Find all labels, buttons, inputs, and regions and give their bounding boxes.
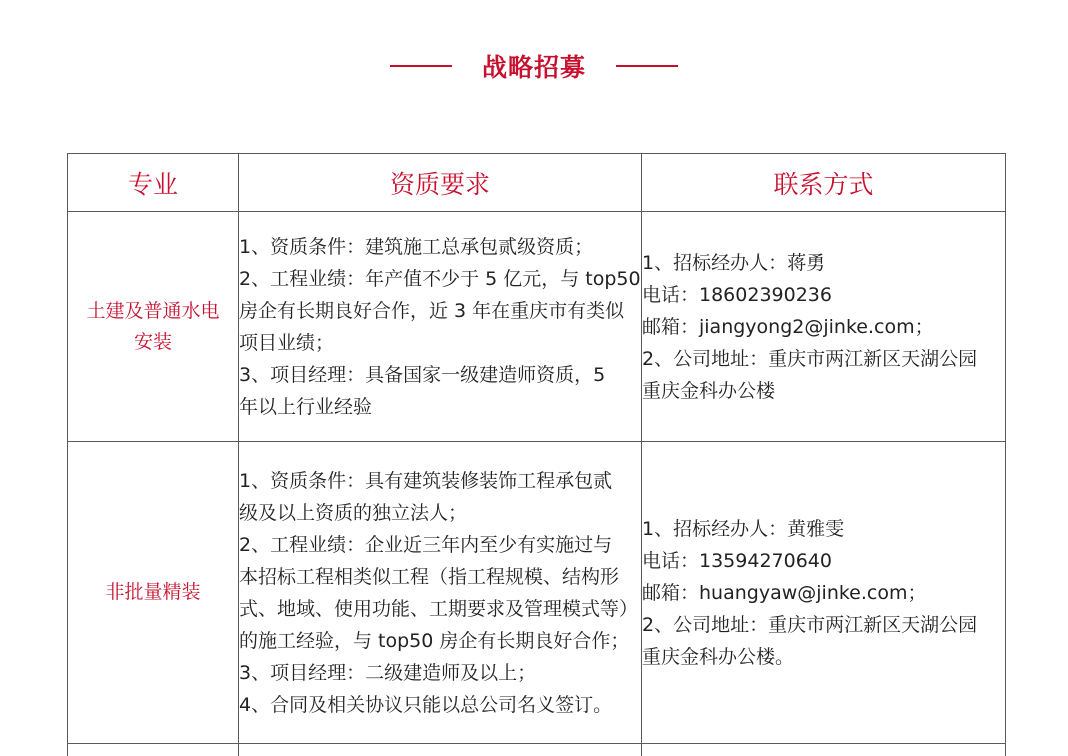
contact-email: 邮箱：jiangyong2@jinke.com； bbox=[642, 315, 934, 338]
requirement-line: 3、项目经理：二级建造师及以上； bbox=[239, 661, 537, 684]
major-text: 安装 bbox=[133, 330, 172, 353]
column-header-requirements: 资质要求 bbox=[239, 154, 642, 212]
contact-email: 邮箱：huangyaw@jinke.com； bbox=[642, 581, 927, 604]
contact-phone: 电话：13594270640 bbox=[642, 549, 832, 572]
table-row bbox=[68, 442, 1006, 744]
table-header-row bbox=[68, 154, 1006, 212]
section-header bbox=[0, 42, 1068, 90]
contact-person: 1、招标经办人：蒋勇 bbox=[642, 251, 826, 274]
column-header-contact: 联系方式 bbox=[642, 154, 1006, 212]
title-right-rule bbox=[616, 65, 678, 67]
requirement-line: 年以上行业经验 bbox=[239, 395, 373, 418]
page-title: 战略招募 bbox=[481, 53, 586, 82]
table-row-partial bbox=[68, 744, 1006, 756]
major-text: 非批量精装 bbox=[105, 581, 201, 603]
major-cell bbox=[68, 442, 239, 744]
major-cell-empty bbox=[68, 744, 239, 756]
requirements-cell bbox=[239, 442, 642, 744]
contact-address: 2、公司地址：重庆市两江新区天湖公园 bbox=[642, 347, 978, 370]
requirement-line: 级及以上资质的独立法人； bbox=[239, 501, 468, 524]
requirement-line: 2、工程业绩：企业近三年内至少有实施过与 bbox=[239, 533, 613, 556]
title-left-rule bbox=[390, 65, 452, 67]
requirements-cell bbox=[239, 212, 642, 442]
major-text: 土建及普通水电 bbox=[86, 299, 220, 322]
contact-address: 2、公司地址：重庆市两江新区天湖公园 bbox=[642, 613, 978, 636]
requirements-cell-empty bbox=[239, 744, 642, 756]
major-cell bbox=[68, 212, 239, 442]
contact-cell bbox=[642, 212, 1006, 442]
contact-address: 重庆金科办公楼 bbox=[642, 379, 776, 402]
requirement-line: 2、工程业绩：年产值不少于 5 亿元，与 top50 bbox=[239, 267, 641, 290]
column-header-major: 专业 bbox=[68, 154, 239, 212]
contact-person: 1、招标经办人：黄雅雯 bbox=[642, 517, 845, 540]
requirement-line: 本招标工程相类似工程（指工程规模、结构形 bbox=[239, 565, 620, 588]
requirement-line: 4、合同及相关协议只能以总公司名义签订。 bbox=[239, 693, 613, 716]
contact-cell bbox=[642, 442, 1006, 744]
requirement-line: 房企有长期良好合作，近 3 年在重庆市有类似 bbox=[239, 299, 625, 322]
requirement-line: 1、资质条件：建筑施工总承包贰级资质； bbox=[239, 235, 594, 258]
contact-cell-empty bbox=[642, 744, 1006, 756]
contact-phone: 电话：18602390236 bbox=[642, 283, 832, 306]
table-row bbox=[68, 212, 1006, 442]
recruitment-table bbox=[67, 153, 1006, 756]
requirement-line: 项目业绩； bbox=[239, 331, 335, 354]
requirement-line: 1、资质条件：具有建筑装修装饰工程承包贰 bbox=[239, 469, 613, 492]
contact-address: 重庆金科办公楼。 bbox=[642, 645, 795, 668]
requirement-line: 的施工经验，与 top50 房企有长期良好合作； bbox=[239, 629, 630, 652]
requirement-line: 式、地域、使用功能、工期要求及管理模式等） bbox=[239, 597, 639, 620]
requirement-line: 3、项目经理：具备国家一级建造师资质，5 bbox=[239, 363, 606, 386]
